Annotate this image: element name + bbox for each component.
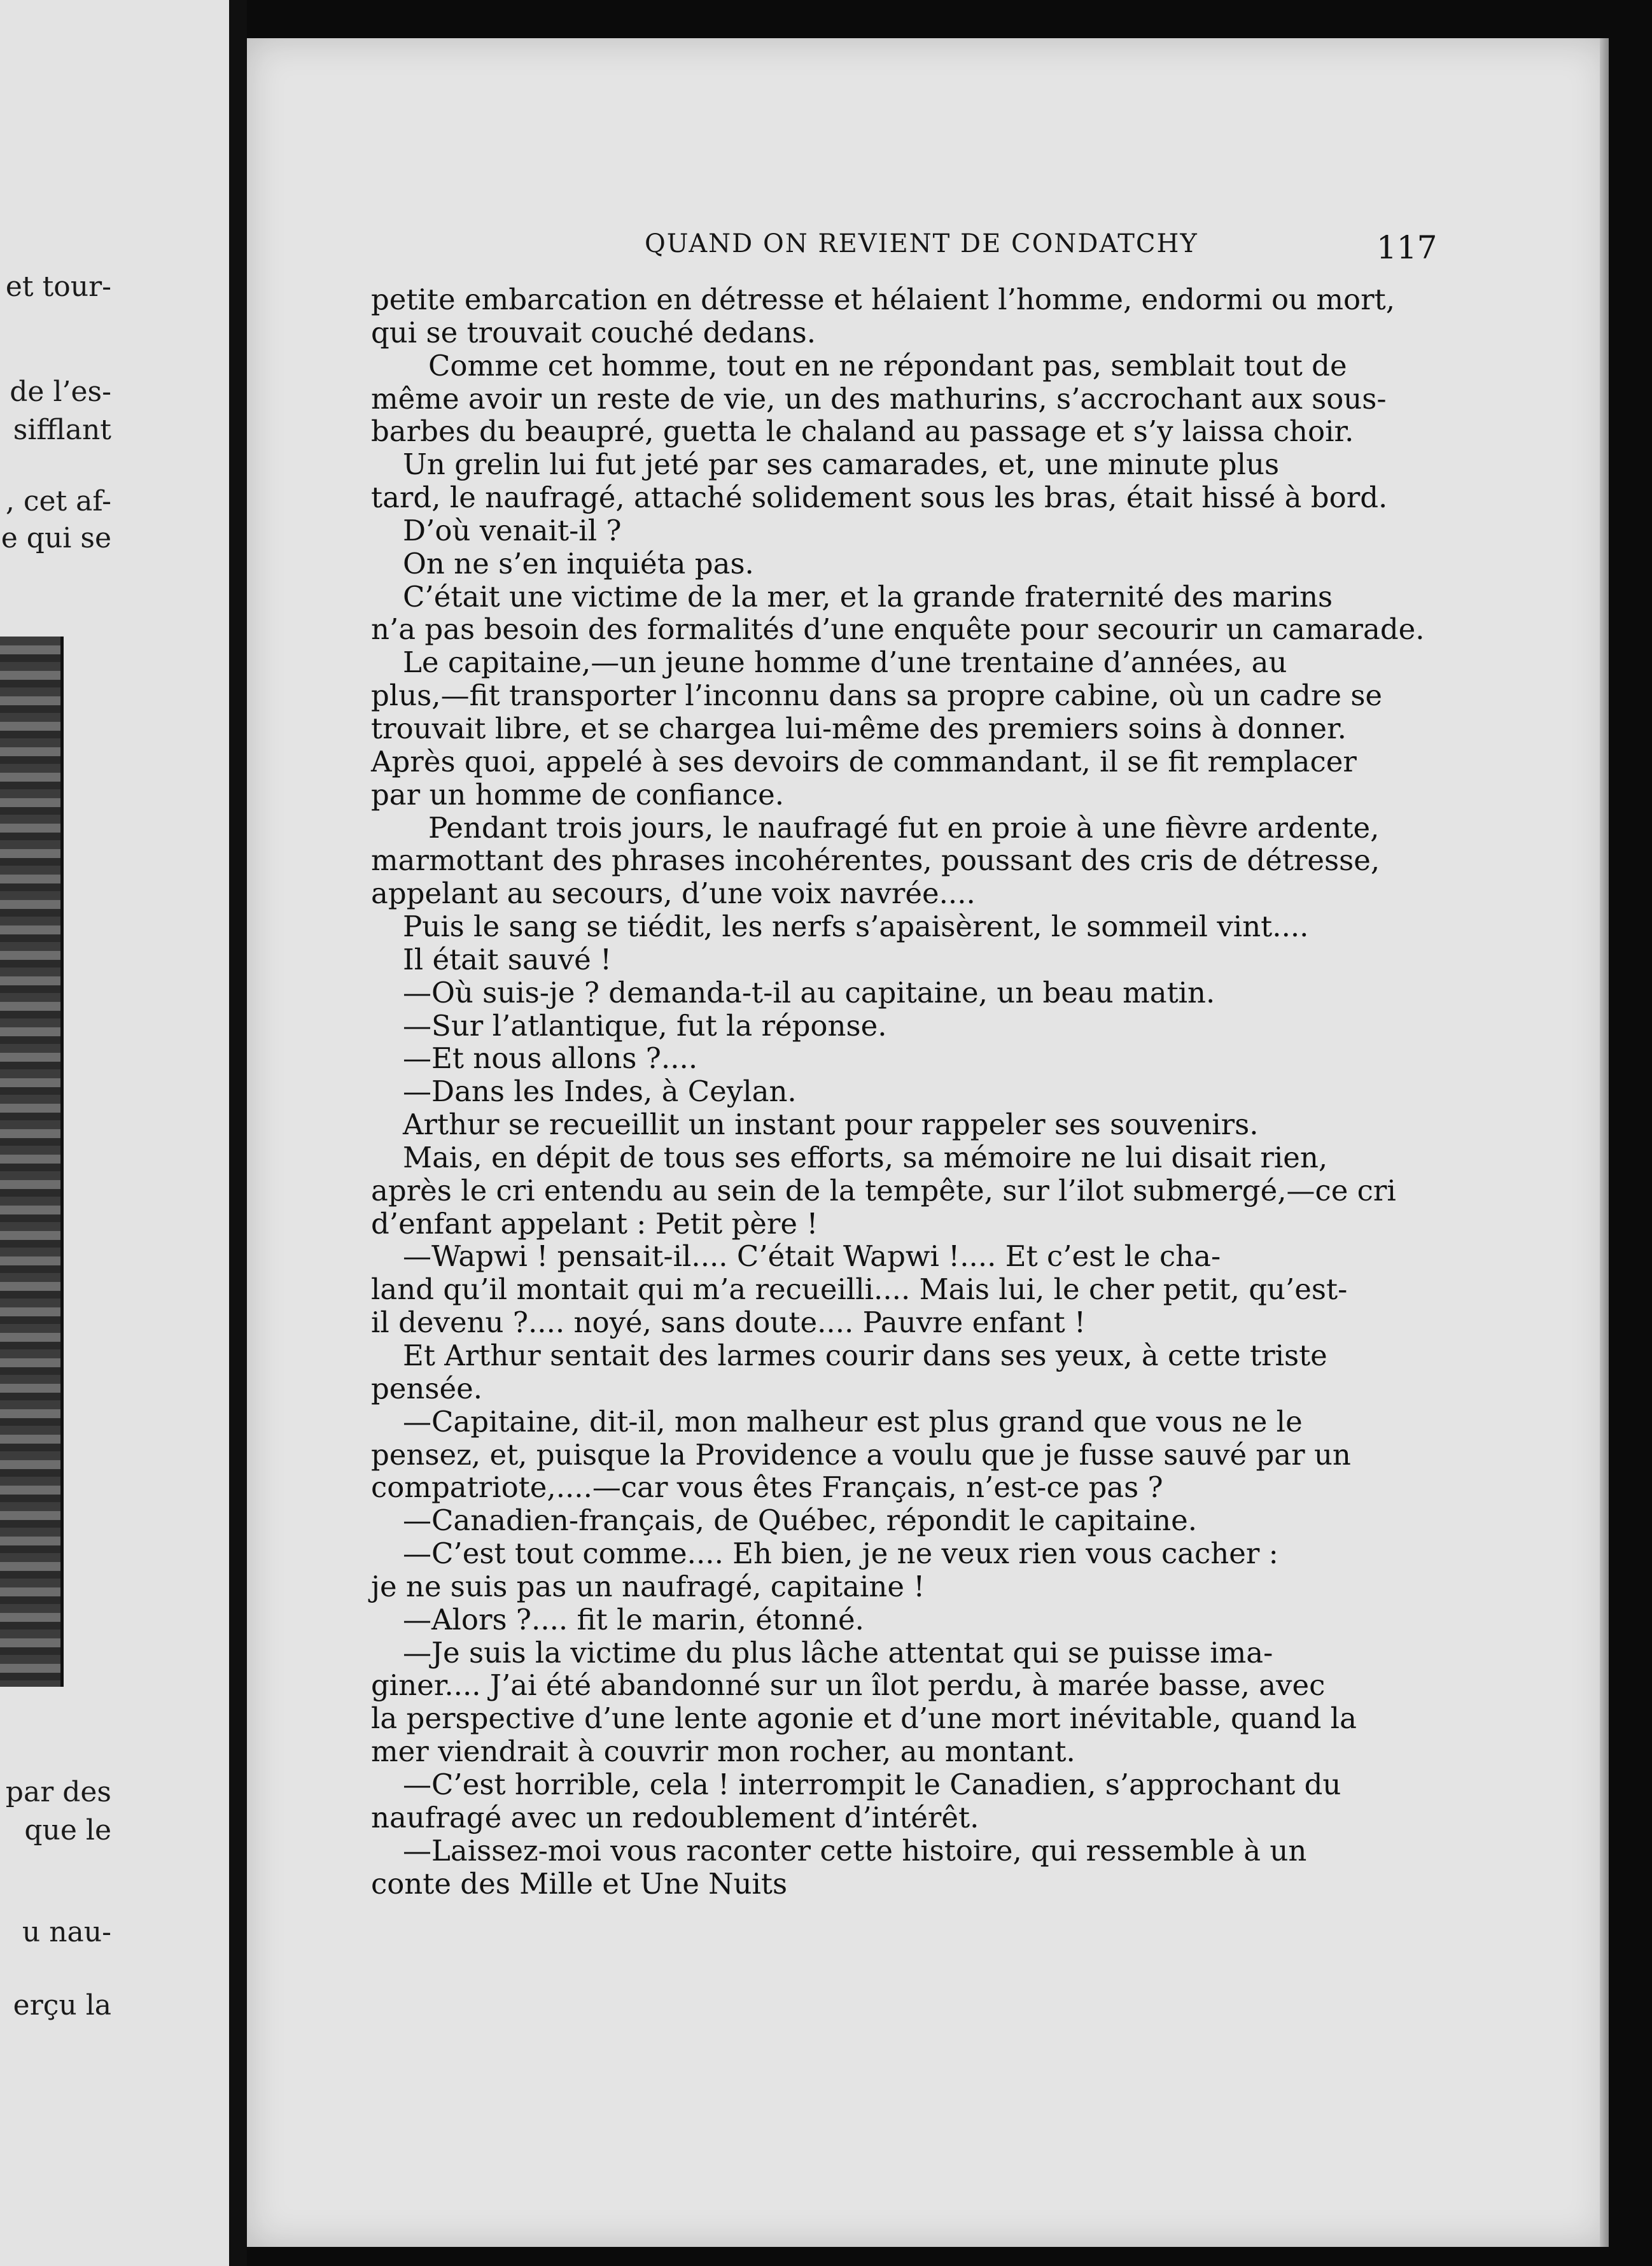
text-line: —Et nous allons ?.... xyxy=(403,1041,698,1076)
text-line: Un grelin lui fut jeté par ses camarades, et, une minute plus xyxy=(403,447,1280,482)
text-line: Pendant trois jours, le naufragé fut en proie à une fièvre ardente, xyxy=(428,810,1380,845)
text-line: d’enfant appelant : Petit père ! xyxy=(371,1206,818,1241)
book-page xyxy=(247,38,1609,2247)
text-line: —Laissez-moi vous raconter cette histoire, qui ressemble à un xyxy=(403,1833,1307,1868)
text-line: D’où venait-il ? xyxy=(403,513,622,547)
text-line: Après quoi, appelé à ses devoirs de commandant, il se fit remplacer xyxy=(371,744,1357,778)
text-line: —Capitaine, dit-il, mon malheur est plus grand que vous ne le xyxy=(403,1404,1303,1439)
facing-page-fragment: , cet af- xyxy=(5,485,111,517)
text-line: pensez, et, puisque la Providence a voulu que je fusse sauvé par un xyxy=(371,1437,1351,1472)
text-line: il devenu ?.... noyé, sans doute.... Pauvre enfant ! xyxy=(371,1305,1086,1340)
text-line: Le capitaine,—un jeune homme d’une trentaine d’années, au xyxy=(403,645,1287,680)
text-line: —Je suis la victime du plus lâche attentat qui se puisse ima- xyxy=(403,1635,1273,1670)
text-line: pensée. xyxy=(371,1371,483,1405)
text-line: la perspective d’une lente agonie et d’une mort inévitable, quand la xyxy=(371,1701,1357,1736)
text-line: —C’est horrible, cela ! interrompit le Canadien, s’approchant du xyxy=(403,1767,1341,1801)
facing-page-fragment: que le xyxy=(24,1814,111,1847)
text-line: —Dans les Indes, à Ceylan. xyxy=(403,1074,797,1109)
facing-page-fragment: et tour- xyxy=(5,271,111,303)
text-line: —Où suis-je ? demanda-t-il au capitaine, un beau matin. xyxy=(403,975,1215,1010)
facing-page-fragment: u nau- xyxy=(22,1916,111,1948)
text-line: barbes du beaupré, guetta le chaland au passage et s’y laissa choir. xyxy=(371,414,1354,449)
text-line: —Sur l’atlantique, fut la réponse. xyxy=(403,1008,887,1043)
facing-page-fragment: par des xyxy=(5,1776,111,1808)
text-line: conte des Mille et Une Nuits xyxy=(371,1866,788,1901)
book-gutter xyxy=(229,0,247,2266)
text-line: On ne s’en inquiéta pas. xyxy=(403,546,754,581)
facing-page-fragment: sifflant xyxy=(13,414,111,446)
running-title: QUAND ON REVIENT DE CONDATCHY xyxy=(645,229,1198,258)
facing-page xyxy=(0,0,229,2266)
text-line: plus,—fit transporter l’inconnu dans sa propre cabine, où un cadre se xyxy=(371,679,1383,713)
text-line: par un homme de confiance. xyxy=(371,777,785,812)
text-line: après le cri entendu au sein de la tempête, sur l’ilot submergé,—ce cri xyxy=(371,1173,1396,1207)
text-line: Il était sauvé ! xyxy=(403,942,612,976)
text-line: —Alors ?.... fit le marin, étonné. xyxy=(403,1602,864,1636)
facing-page-fragment: e qui se xyxy=(1,522,111,554)
text-line: Mais, en dépit de tous ses efforts, sa mémoire ne lui disait rien, xyxy=(403,1140,1328,1174)
text-line: appelant au secours, d’une voix navrée.... xyxy=(371,876,976,911)
text-line: —C’est tout comme.... Eh bien, je ne veux rien vous cacher : xyxy=(403,1537,1278,1571)
text-line: qui se trouvait couché dedans. xyxy=(371,315,816,349)
facing-page-fragment: de l’es- xyxy=(10,376,111,408)
page-edge xyxy=(1600,38,1609,2247)
facing-page-illustration xyxy=(0,637,64,1687)
text-line: marmottant des phrases incohérentes, poussant des cris de détresse, xyxy=(371,843,1380,878)
text-line: mer viendrait à couvrir mon rocher, au montant. xyxy=(371,1735,1075,1769)
text-line: Puis le sang se tiédit, les nerfs s’apaisèrent, le sommeil vint.... xyxy=(403,910,1309,944)
text-line: compatriote,....—car vous êtes Français, n’est-ce pas ? xyxy=(371,1470,1163,1505)
text-line: trouvait libre, et se chargea lui-même des premiers soins à donner. xyxy=(371,711,1347,745)
text-line: land qu’il montait qui m’a recueilli.... Mais lui, le cher petit, qu’est- xyxy=(371,1272,1348,1307)
text-line: Arthur se recueillit un instant pour rappeler ses souvenirs. xyxy=(403,1108,1259,1142)
page-number: 117 xyxy=(1376,229,1438,266)
facing-page-fragment: erçu la xyxy=(13,1989,111,2022)
text-line: Et Arthur sentait des larmes courir dans ses yeux, à cette triste xyxy=(403,1339,1327,1372)
text-line: naufragé avec un redoublement d’intérêt. xyxy=(371,1800,979,1834)
text-line: n’a pas besoin des formalités d’une enquête pour secourir un camarade. xyxy=(371,612,1425,647)
text-line: même avoir un reste de vie, un des mathurins, s’accrochant aux sous- xyxy=(371,381,1387,416)
text-line: petite embarcation en détresse et hélaient l’homme, endormi ou mort, xyxy=(371,283,1395,316)
text-line: C’était une victime de la mer, et la grande fraternité des marins xyxy=(403,579,1333,614)
text-line: Comme cet homme, tout en ne répondant pas, semblait tout de xyxy=(428,348,1347,383)
text-line: —Canadien-français, de Québec, répondit le capitaine. xyxy=(403,1503,1198,1538)
page-body xyxy=(371,283,1425,1901)
text-line: —Wapwi ! pensait-il.... C’était Wapwi !.... Et c’est le cha- xyxy=(403,1239,1221,1274)
text-line: je ne suis pas un naufragé, capitaine ! xyxy=(371,1569,925,1603)
text-line: giner.... J’ai été abandonné sur un îlot perdu, à marée basse, avec xyxy=(371,1668,1326,1703)
text-line: tard, le naufragé, attaché solidement sous les bras, était hissé à bord. xyxy=(371,481,1388,515)
